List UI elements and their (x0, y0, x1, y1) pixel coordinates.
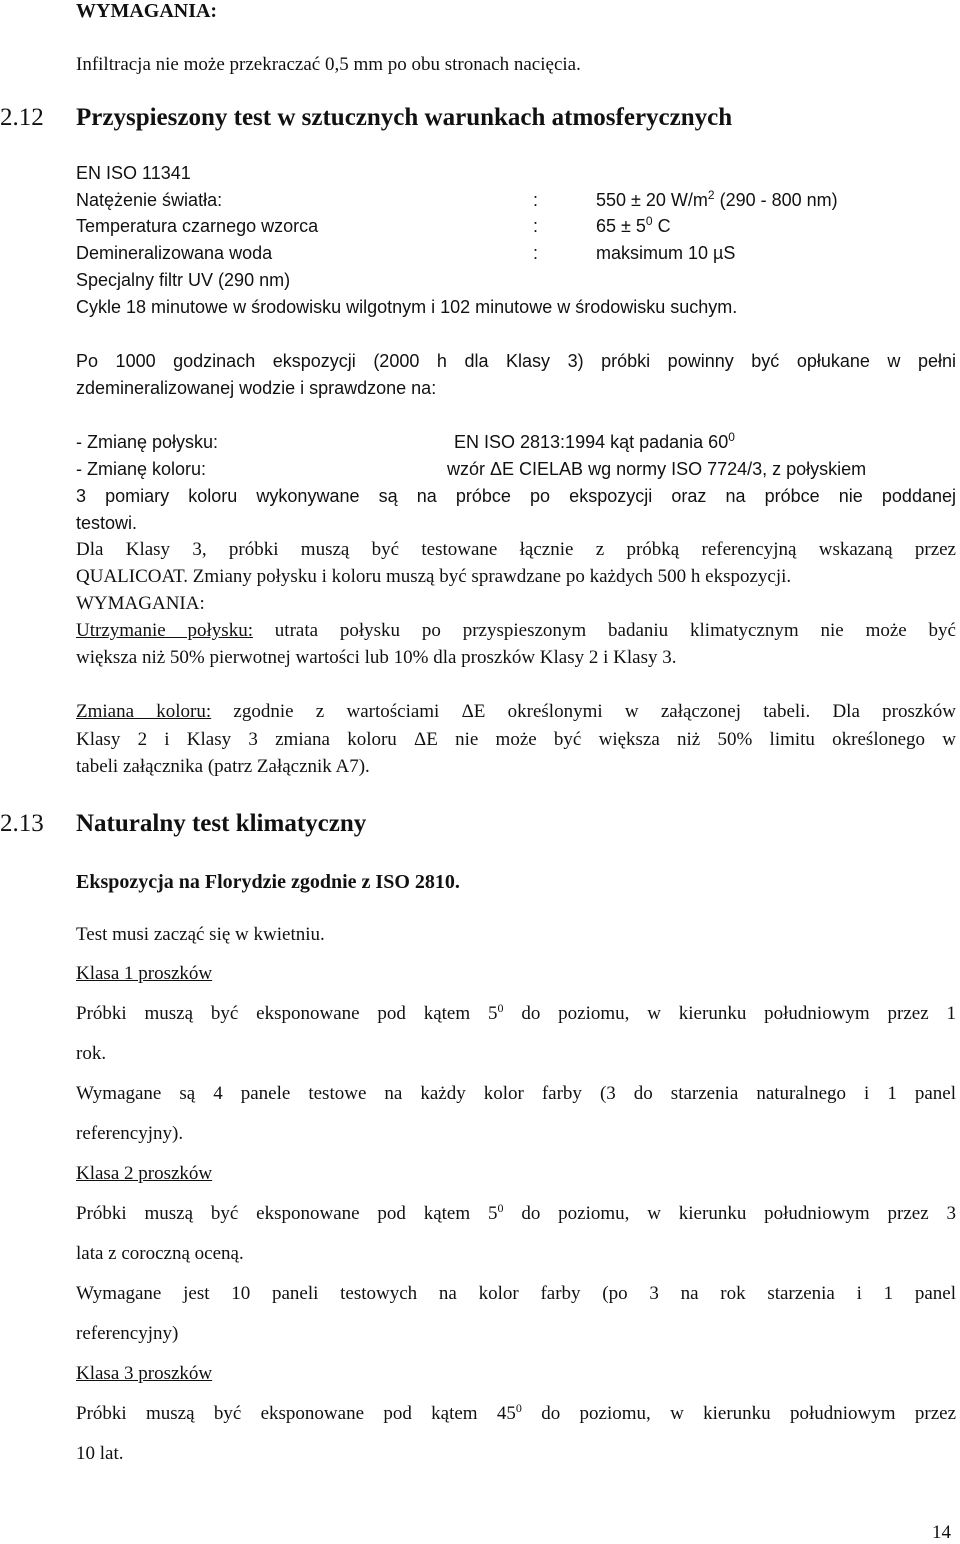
section-number-2-12: 2.12 (0, 104, 44, 131)
color-change-line-2: Klasy 2 i Klasy 3 zmiana koloru ΔE nie może być większa niż 50% limitu określonego w (76, 729, 956, 750)
gloss-retention-line-2: większa niż 50% pierwotnej wartości lub 10% dla proszków Klasy 2 i Klasy 3. (76, 647, 677, 668)
page-number: 14 (932, 1522, 951, 1543)
measurements-line-1: 3 pomiary koloru wykonywane są na próbce po ekspozycji oraz na próbce nie poddanej (76, 486, 956, 506)
param-value-temperature: $65 \pm 5^0$ C (596, 214, 671, 236)
class2-panels-line-2: referencyjny) (76, 1323, 179, 1344)
param-sep-water: : (533, 243, 539, 263)
class1-panels-line-1: Wymagane są 4 panele testowe na każdy kolor farby (3 do starzenia naturalnego i 1 panel (76, 1083, 956, 1104)
param-value-light: 550 ± 20 $W/m^2$ (290 - 800 nm) (596, 188, 838, 210)
infiltration-text: Infiltracja nie może przekraczać 0,5 mm po obu stronach nacięcia. (76, 54, 581, 75)
color-change-label: - Zmianę koloru: (76, 459, 207, 479)
param-sep-temperature: : (533, 216, 539, 236)
gloss-retention-line-1: Utrzymanie połysku: utrata połysku po przyspieszonym badaniu klimatycznym nie może być (76, 620, 956, 641)
section-number-2-13: 2.13 (0, 810, 44, 837)
class2-exposure-line-2: lata z coroczną oceną. (76, 1243, 244, 1264)
after-exposure-line-2: zdemineralizowanej wodzie i sprawdzone na: (76, 378, 437, 398)
class3-exposure-line-2: 10 lat. (76, 1443, 124, 1464)
class2-title: Klasa 2 proszków (76, 1163, 213, 1184)
class3-title: Klasa 3 proszków (76, 1363, 213, 1384)
measurements-line-2: testowi. (76, 513, 138, 533)
uv-filter-text: Specjalny filtr UV (290 nm) (76, 270, 291, 290)
class2-panels-line-1: Wymagane jest 10 paneli testowych na kolor farby (po 3 na rok starzenia i 1 panel (76, 1283, 956, 1304)
class1-title: Klasa 1 proszków (76, 963, 213, 984)
param-value-water: maksimum 10 µS (596, 243, 736, 263)
april-start-text: Test musi zacząć się w kwietniu. (76, 924, 325, 945)
param-label-light: Natężenie światła: (76, 190, 223, 210)
param-label-temperature: Temperatura czarnego wzorca (76, 216, 319, 236)
gloss-change-value: EN ISO 2813:1994 kąt padania $60^0$ (454, 430, 735, 452)
class2-exposure-line-1: Próbki muszą być eksponowane pod kątem $5^0$ do poziomu, w kierunku południowym przez 3 (76, 1201, 956, 1224)
section-title-2-13: Naturalny test klimatyczny (76, 810, 367, 837)
param-label-water: Demineralizowana woda (76, 243, 273, 263)
color-change-line-1: Zmiana koloru: zgodnie z wartościami ΔE określonymi w załączonej tabeli. Dla proszków (76, 701, 957, 722)
class3-line-1: Dla Klasy 3, próbki muszą być testowane łącznie z próbką referencyjną wskazaną przez (76, 539, 956, 560)
color-change-value: wzór ΔE CIELAB wg normy ISO 7724/3, z połyskiem (447, 459, 867, 479)
class1-exposure-line-1: Próbki muszą być eksponowane pod kątem $5^0$ do poziomu, w kierunku południowym przez 1 (76, 1001, 956, 1024)
after-exposure-line-1: Po 1000 godzinach ekspozycji (2000 h dla Klasy 3) próbki powinny być opłukane w pełni (76, 351, 956, 371)
standard-label: EN ISO 11341 (76, 163, 191, 183)
section-title-2-12: Przyspieszony test w sztucznych warunkach atmosferycznych (76, 104, 733, 131)
cycles-text: Cykle 18 minutowe w środowisku wilgotnym i 102 minutowe w środowisku suchym. (76, 297, 738, 317)
florida-exposure-subtitle: Ekspozycja na Florydzie zgodnie z ISO 2810. (76, 871, 460, 893)
class3-exposure-line-1: Próbki muszą być eksponowane pod kątem $45^0$ do poziomu, w kierunku południowym przez (76, 1401, 957, 1424)
class1-exposure-line-2: rok. (76, 1043, 107, 1064)
requirements-heading-2-12: WYMAGANIA: (76, 593, 205, 614)
class1-panels-line-2: referencyjny). (76, 1123, 184, 1144)
param-sep-light: : (533, 190, 539, 210)
requirements-heading-top: WYMAGANIA: (76, 0, 218, 22)
color-change-line-3: tabeli załącznika (patrz Załącznik A7). (76, 756, 370, 777)
class3-line-2: QUALICOAT. Zmiany połysku i koloru muszą być sprawdzane po każdych 500 h ekspozycji. (76, 566, 792, 587)
gloss-change-label: - Zmianę połysku: (76, 432, 219, 452)
